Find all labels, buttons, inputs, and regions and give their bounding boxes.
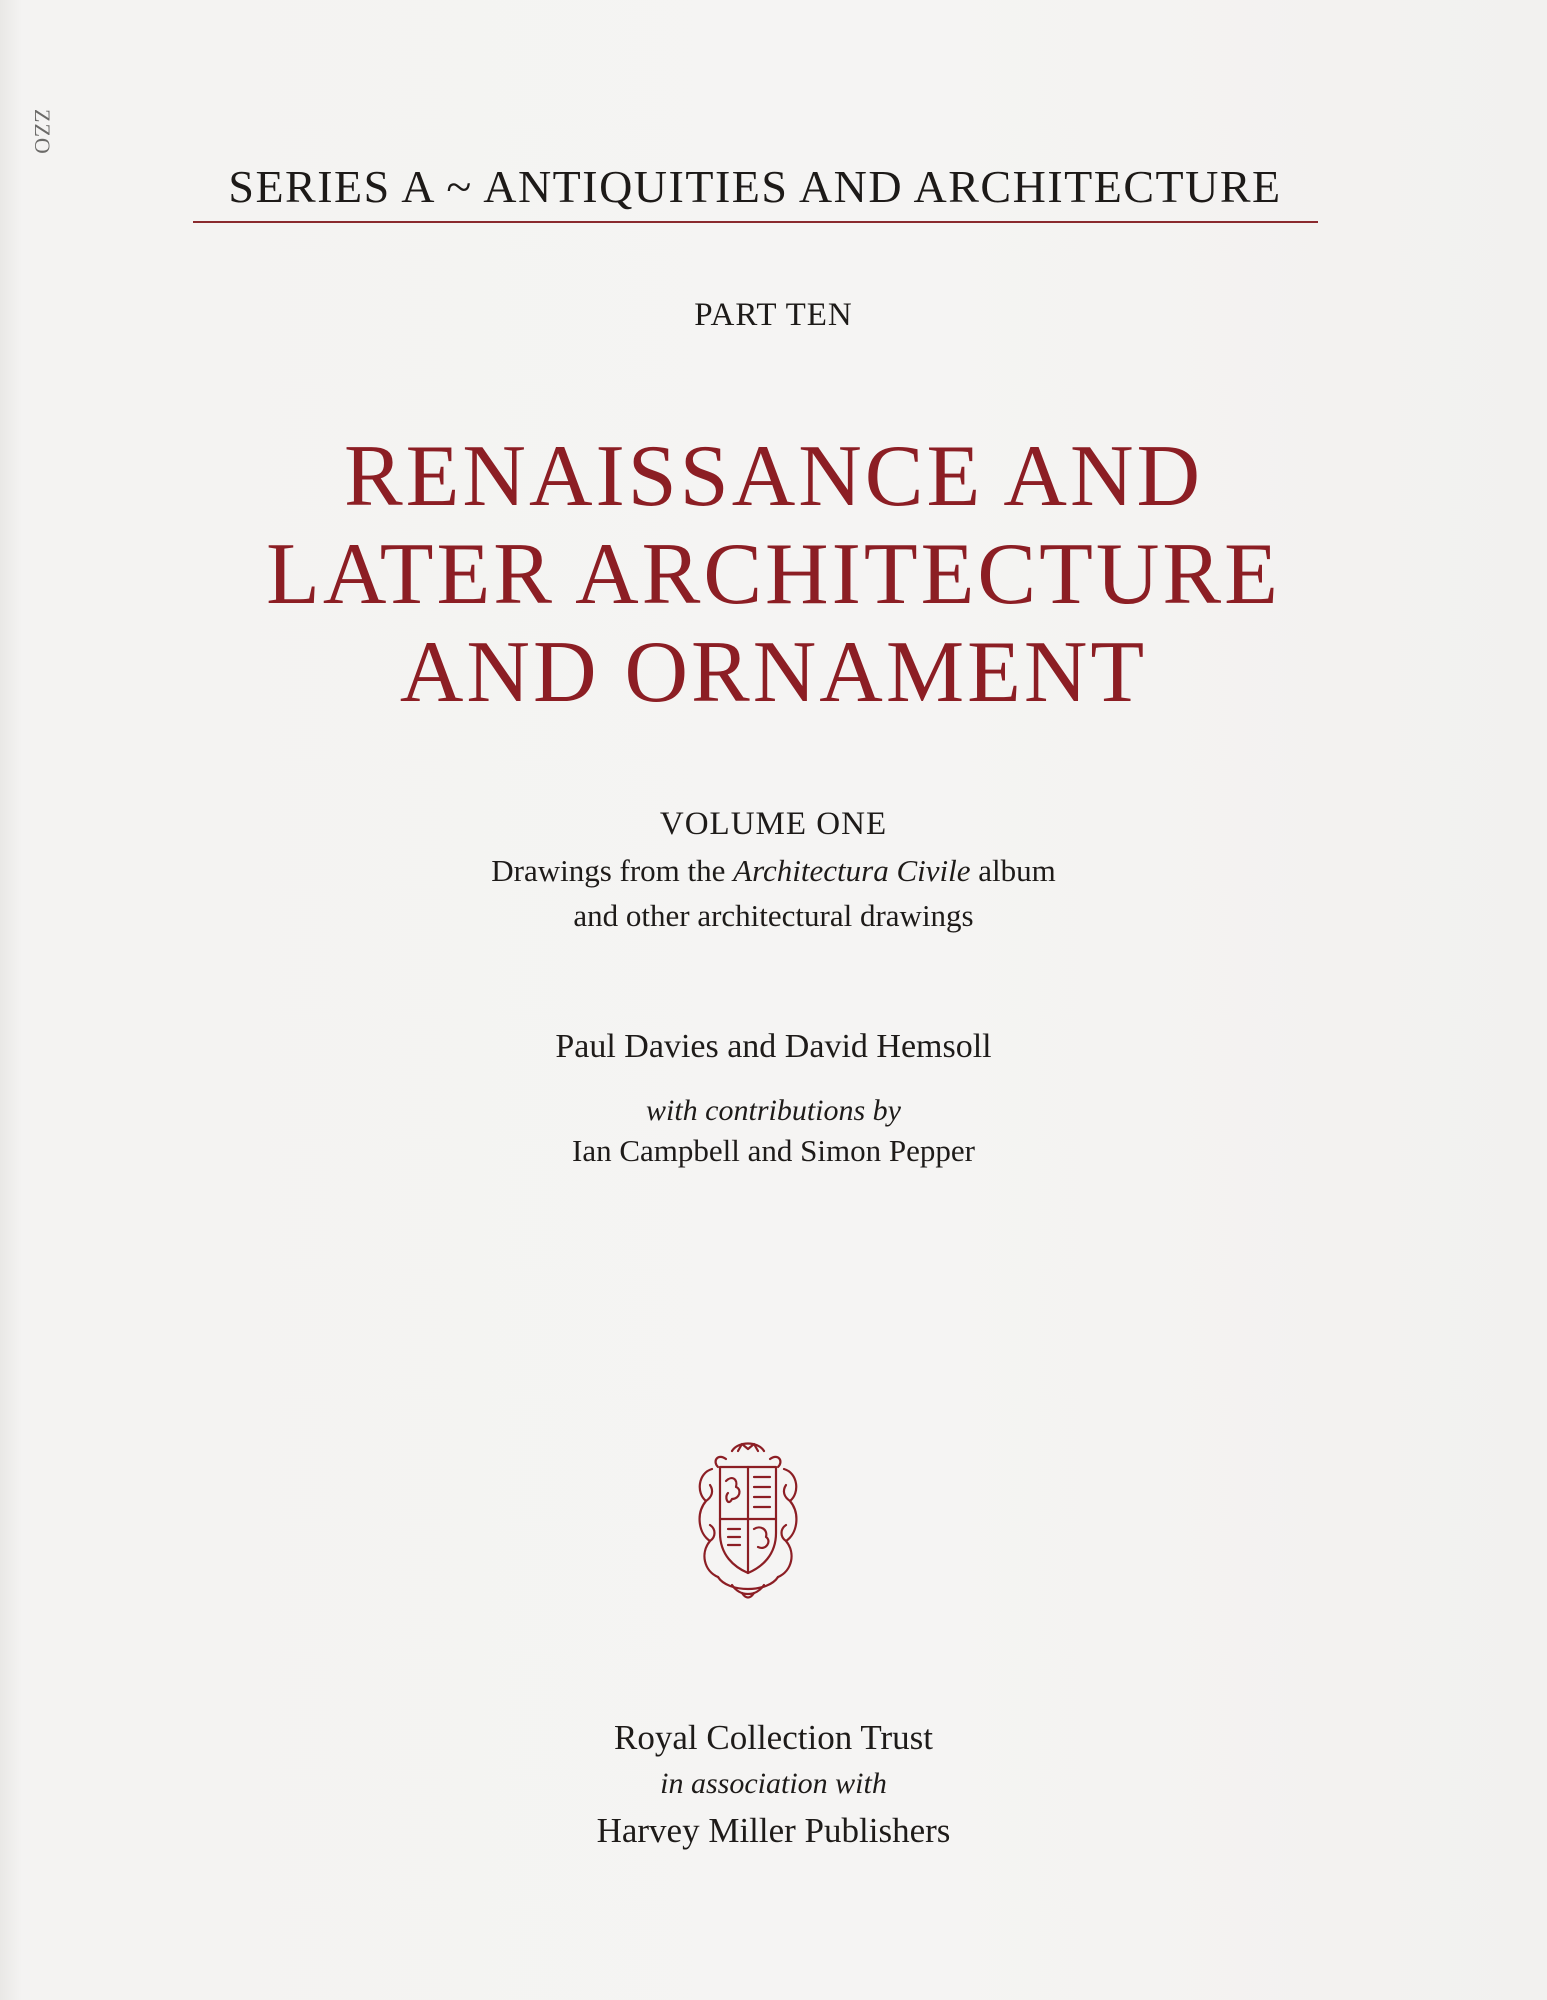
series-rule — [193, 221, 1318, 223]
title-line-3: AND ORNAMENT — [399, 624, 1148, 721]
subtitle-text-pre: Drawings from the — [491, 853, 734, 888]
volume-label: VOLUME ONE — [659, 806, 888, 842]
title-line-2: LATER ARCHITECTURE — [266, 526, 1281, 623]
volume-subtitle-line-2: and other architectural drawings — [573, 898, 974, 933]
publisher-name: Royal Collection Trust — [614, 1718, 933, 1757]
part-label: PART TEN — [694, 297, 853, 333]
volume-subtitle — [0, 853, 1547, 889]
royal-coat-of-arms-icon — [688, 1437, 808, 1601]
publisher-association: in association with — [660, 1767, 887, 1800]
subtitle-text-post: album — [970, 853, 1056, 888]
book-title — [0, 428, 1547, 722]
subtitle-album-name: Architectura Civile — [733, 853, 971, 888]
contributors: Ian Campbell and Simon Pepper — [572, 1133, 975, 1168]
contributions-label: with contributions by — [646, 1094, 901, 1127]
edge-mark: ZZO — [30, 109, 55, 155]
authors: Paul Davies and David Hemsoll — [555, 1028, 992, 1065]
publisher-partner: Harvey Miller Publishers — [596, 1811, 951, 1850]
series-heading: SERIES A ~ ANTIQUITIES AND ARCHITECTURE — [228, 161, 1282, 212]
title-line-1: RENAISSANCE AND — [343, 428, 1204, 525]
